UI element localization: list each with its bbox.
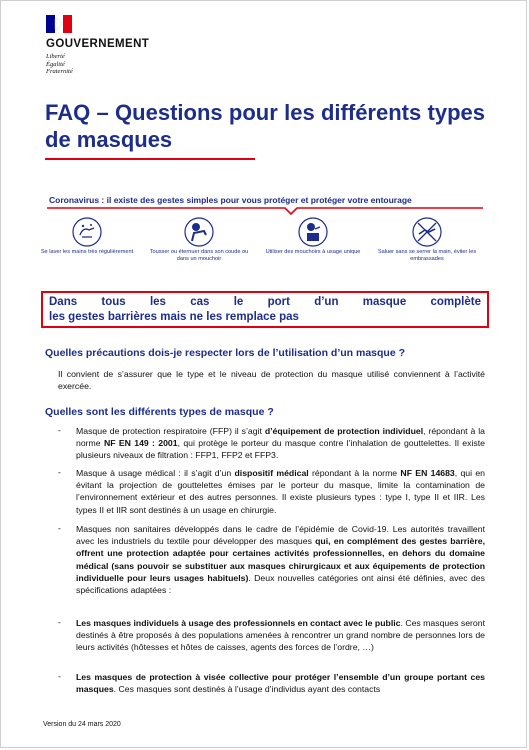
gesture-no-handshake <box>377 217 477 263</box>
tissue-icon <box>298 217 328 247</box>
answer-precautions: Il convient de s’assurer que le type et le niveau de protection du masque utilisé conviennent à l’activité exercée. <box>58 369 485 392</box>
government-wordmark: GOUVERNEMENT <box>46 38 150 50</box>
sub-item-individual-masks <box>58 617 485 654</box>
page-title: FAQ – Questions pour les différents types de masques <box>45 100 485 152</box>
version-footer: Version du 24 mars 2020 <box>43 721 121 728</box>
list-bullet: - <box>58 425 61 435</box>
republic-motto: Liberté Égalité Fraternité <box>46 53 73 75</box>
no-handshake-icon <box>412 217 442 247</box>
list-item-medical <box>58 467 485 516</box>
gesture-caption: Se laver les mains très régulièrement <box>40 249 134 255</box>
list-bullet: - <box>58 467 61 477</box>
question-mask-types: Quelles sont les différents types de masque ? <box>45 406 274 418</box>
gesture-caption: Saluer sans se serrer la main, éviter les embrassades <box>377 249 477 262</box>
marianne-flag-icon <box>46 15 72 33</box>
question-precautions: Quelles précautions dois-je respecter lors de l’utilisation d’un masque ? <box>45 347 406 359</box>
list-item-text: Masques non sanitaires développés dans le cadre de l’épidémie de Covid-19. Les autorités travaillent avec les industriels du textile pour développer des masques qui, en complément des gestes barrière, offrent une protection adaptée pour certaines activités professionnelles, en dehors du domaine médical (sans pouvoir se substituer aux masques chirurgicaux et aux équipements de protection individuelle pour leurs usages habituels). Deux nouvelles catégories ont ainsi été définies, avec des spécifications adaptées : <box>76 524 486 596</box>
callout-line-1: Dans tous les cas le port d’un masque complète <box>49 296 481 308</box>
sub-item-collective-masks <box>58 671 485 695</box>
gesture-tissue <box>263 217 363 256</box>
title-underline <box>45 158 255 160</box>
list-bullet: - <box>58 523 61 533</box>
list-item-text: Masque de protection respiratoire (FFP) il s’agit d’équipement de protection individuel, répondant à la norme NF EN 149 : 2001, qui protège le porteur du masque contre l’inhalation de gouttelettes. Il existe plusieurs niveaux de filtration : FFP1, FFP2 et FFP3. <box>76 426 485 461</box>
hand-washing-icon <box>72 217 102 247</box>
list-item-text: Masque à usage médical : il s’agit d’un dispositif médical répondant à la norme NF EN 14683, qui en évitant la projection de gouttelettes émises par le porteur du masque, limite la contamination de l’environnement extérieur et des autres personnes. Il existe plusieurs types : type I, type II et IIR. Les types II et IIR sont destinés à un usage en chirurgie. <box>76 468 485 515</box>
callout-line-2: les gestes barrières mais ne les remplace pas <box>49 311 299 323</box>
gesture-caption: Tousser ou éternuer dans son coude ou dans un mouchoir <box>149 249 249 262</box>
list-item-text: Les masques individuels à usage des professionnels en contact avec le public. Ces masques seront destinés à être proposés à des populations amenées à rencontrer un grand nombre de personnes lors de leurs activités (hôtesses et hôtes de caisses, agents des forces de l’ordre, …) <box>76 618 485 653</box>
gesture-hand-washing <box>37 217 137 256</box>
list-item-text: Les masques de protection à visée collective pour protéger l’ensemble d’un groupe portant ces masques. Ces masques sont destinés à l’usage d’individus ayant des contacts <box>76 672 485 695</box>
list-item-non-sanitary <box>58 523 485 596</box>
banner-heading: Coronavirus : il existe des gestes simples pour vous protéger et protéger votre entourage <box>49 195 412 205</box>
gesture-caption: Utiliser des mouchoirs à usage unique <box>265 249 361 255</box>
list-bullet: - <box>58 617 61 627</box>
gesture-cough-elbow <box>149 217 249 263</box>
barrier-gestures-banner <box>40 191 485 281</box>
list-bullet: - <box>58 671 61 681</box>
list-item-ffp <box>58 425 485 462</box>
cough-elbow-icon <box>184 217 214 247</box>
key-message-callout <box>41 291 489 328</box>
